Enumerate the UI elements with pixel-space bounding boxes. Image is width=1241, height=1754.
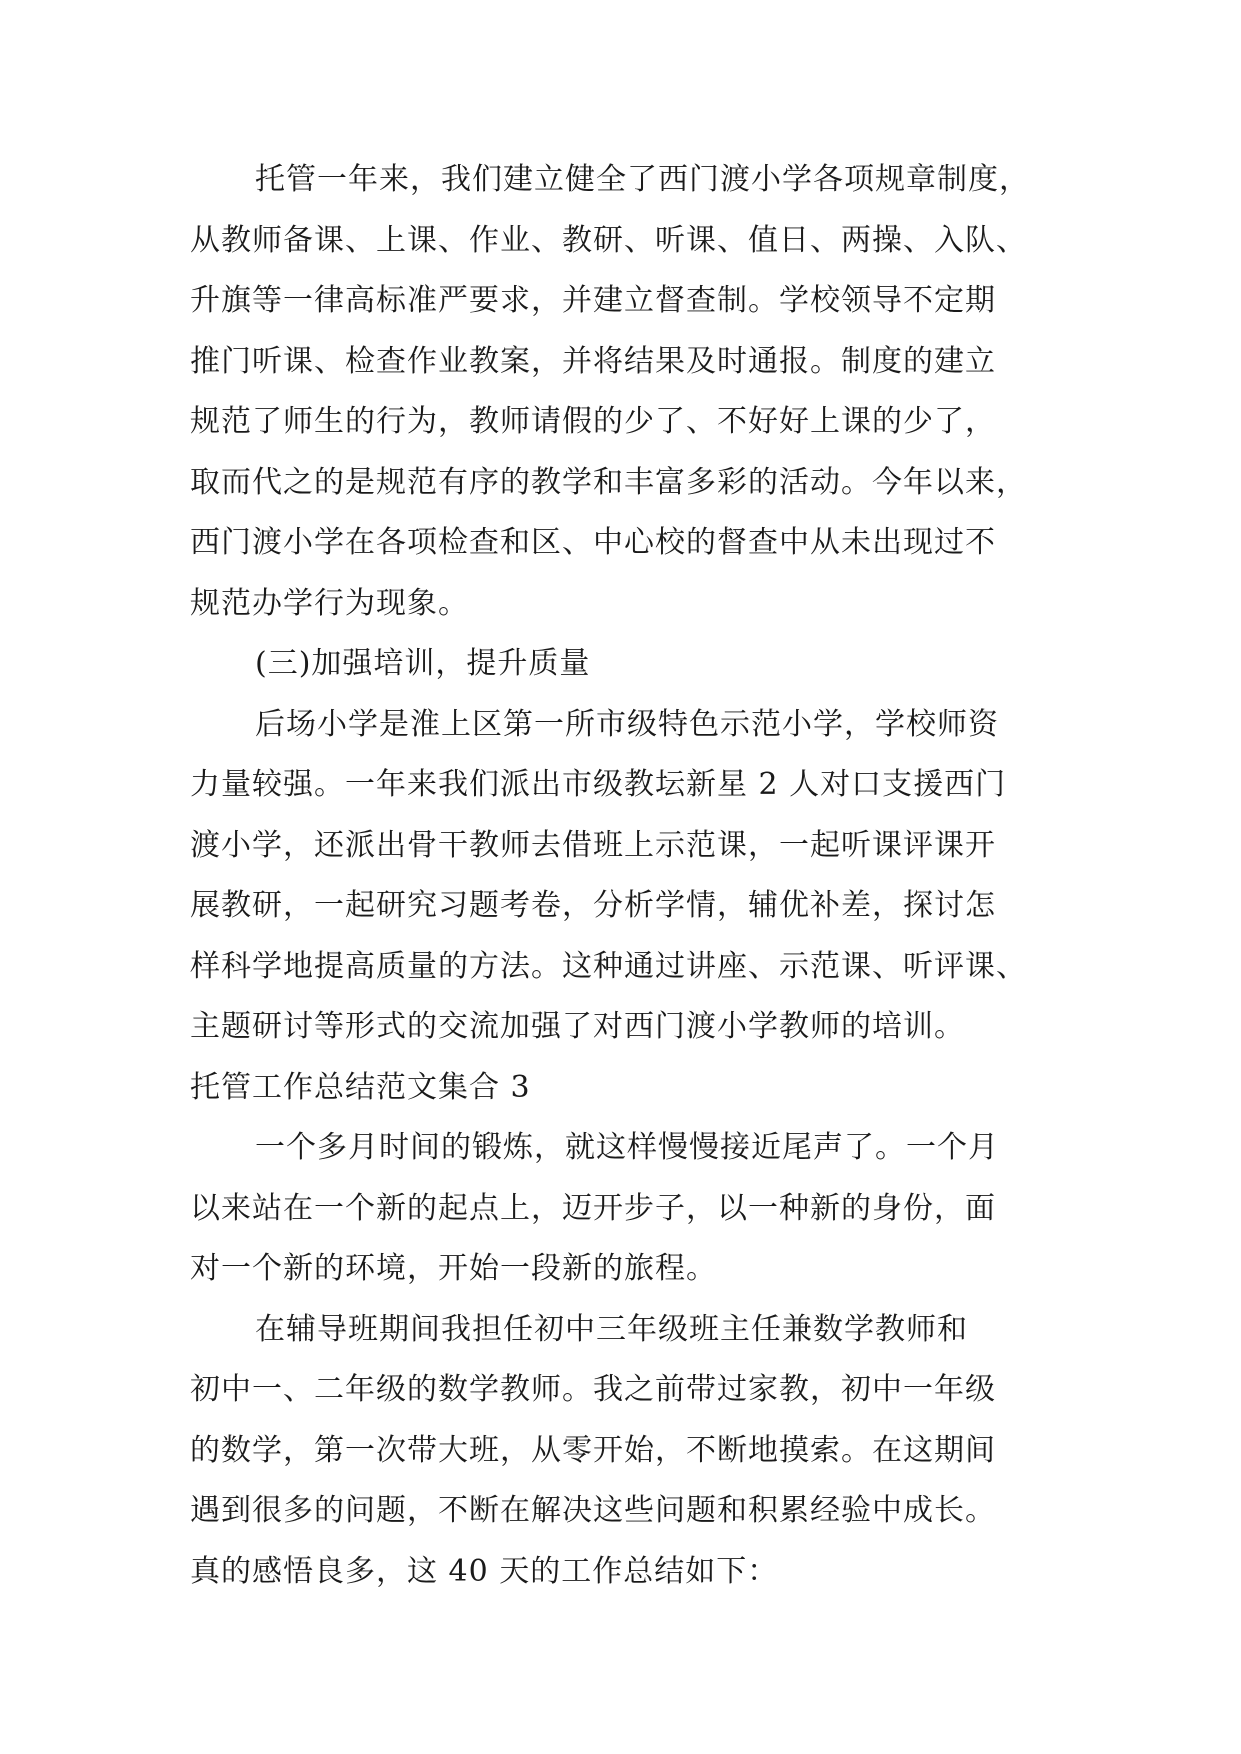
text-line: 后场小学是淮上区第一所市级特色示范小学，学校师资 (255, 706, 999, 742)
text-line: 在辅导班期间我担任初中三年级班主任兼数学教师和 (255, 1311, 968, 1347)
text-line: 一个多月时间的锻炼，就这样慢慢接近尾声了。一个月 (255, 1130, 999, 1165)
text-line: 渡小学，还派出骨干教师去借班上示范课，一起听课评课开 (190, 827, 996, 863)
text-line: 展教研，一起研究习题考卷，分析学情，辅优补差，探讨怎 (190, 888, 996, 923)
text-line: 以来站在一个新的起点上，迈开步子，以一种新的身份，面 (190, 1190, 996, 1226)
text-line: 遇到很多的问题，不断在解决这些问题和积累经验中成长。 (190, 1493, 996, 1528)
document-body (190, 150, 1090, 1602)
text-line: 托管一年来，我们建立健全了西门渡小学各项规章制度， (255, 162, 1030, 197)
text-line: 力量较强。一年来我们派出市级教坛新星 2 人对口支援西门 (190, 767, 1007, 802)
text-line: 西门渡小学在各项检查和区、中心校的督查中从未出现过不 (190, 525, 996, 560)
text-line: 推门听课、检查作业教案，并将结果及时通报。制度的建立 (190, 343, 996, 379)
text-line: 从教师备课、上课、作业、教研、听课、值日、两操、入队、 (190, 222, 1027, 258)
text-line: 规范了师生的行为，教师请假的少了、不好好上课的少了， (190, 404, 996, 439)
text-line: 的数学，第一次带大班，从零开始，不断地摸索。在这期间 (190, 1432, 996, 1468)
text-line: (三)加强培训，提升质量 (255, 646, 591, 681)
text-line: 样科学地提高质量的方法。这种通过讲座、示范课、听评课、 (190, 948, 1027, 984)
text-line: 取而代之的是规范有序的教学和丰富多彩的活动。今年以来， (190, 464, 1027, 500)
text-line: 托管工作总结范文集合 3 (190, 1069, 531, 1105)
text-line: 升旗等一律高标准严要求，并建立督查制。学校领导不定期 (190, 283, 996, 318)
text-line: 真的感悟良多，这 40 天的工作总结如下： (190, 1553, 779, 1589)
text-line: 主题研讨等形式的交流加强了对西门渡小学教师的培训。 (190, 1009, 965, 1044)
text-line: 初中一、二年级的数学教师。我之前带过家教，初中一年级 (190, 1372, 996, 1407)
text-line: 规范办学行为现象。 (190, 585, 469, 621)
text-line: 对一个新的环境，开始一段新的旅程。 (190, 1251, 717, 1286)
